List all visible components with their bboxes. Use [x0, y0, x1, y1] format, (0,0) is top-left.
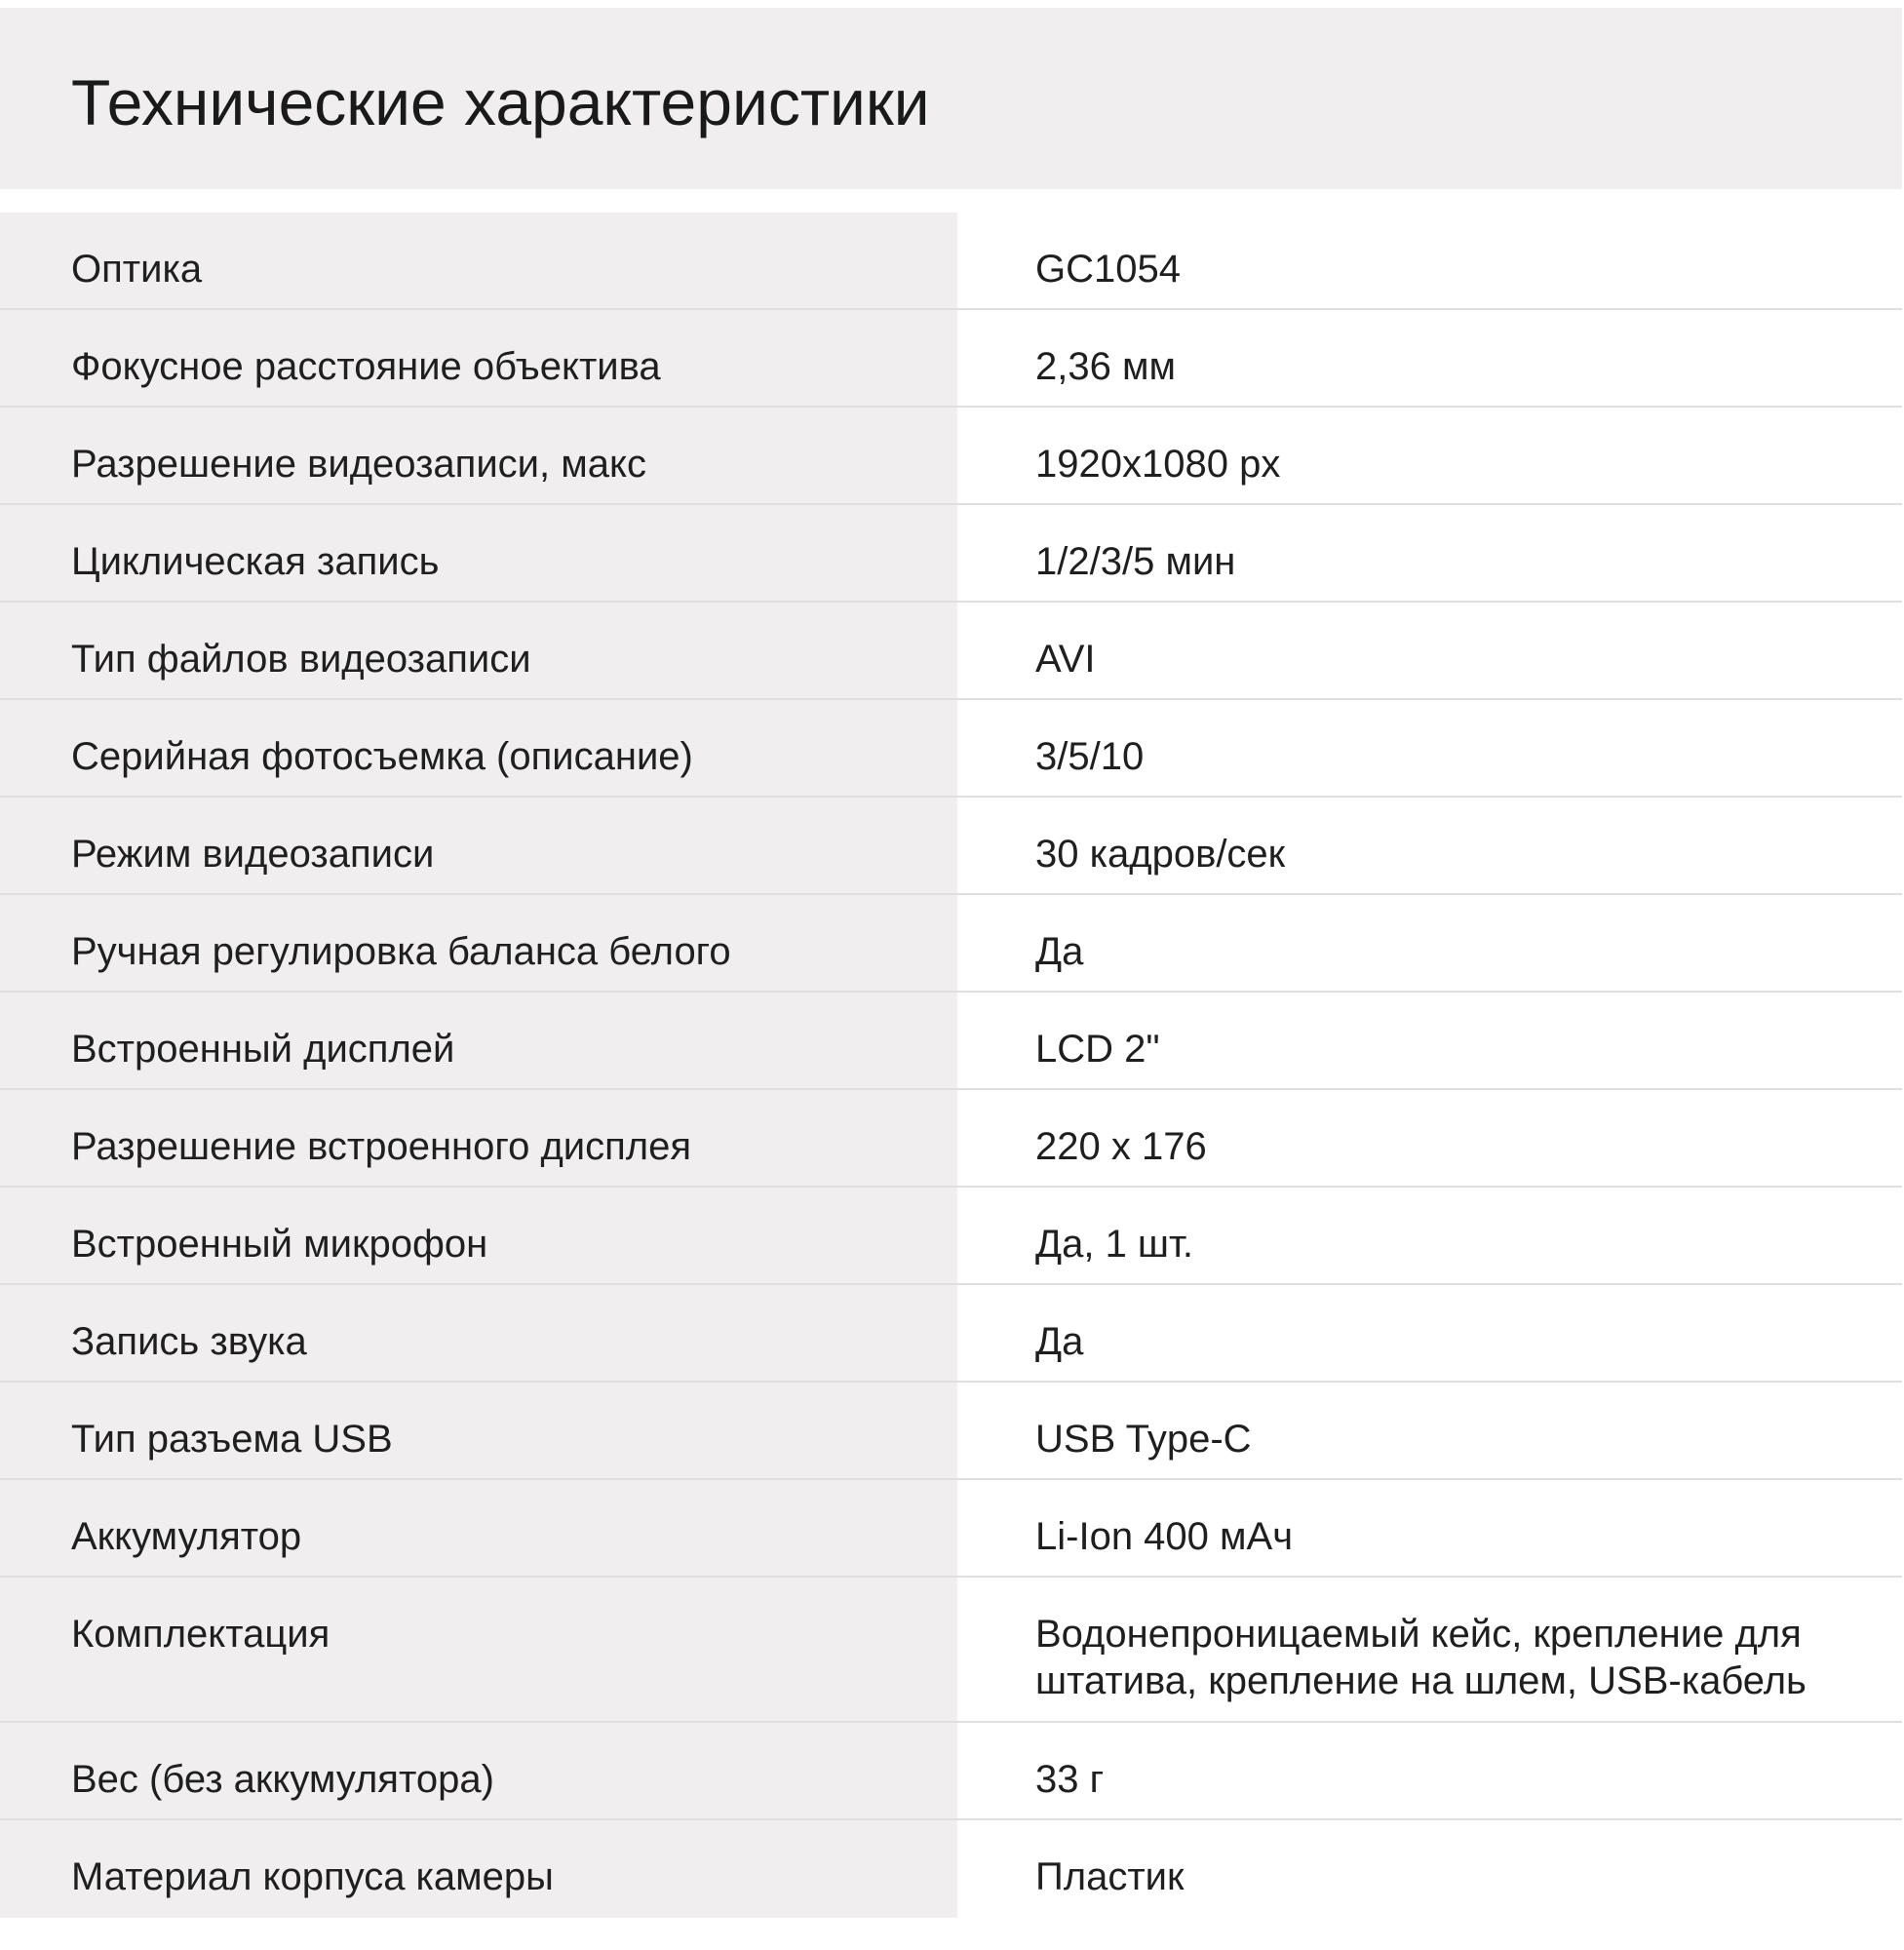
spec-value: USB Type-C — [1035, 1418, 1252, 1461]
page-title: Технические характеристики — [71, 66, 930, 138]
table-row — [0, 407, 1902, 504]
spec-value-cell — [957, 309, 1902, 407]
spec-label-cell — [0, 407, 957, 504]
spec-value: Li-Ion 400 мАч — [1035, 1515, 1294, 1558]
spec-value-cell — [957, 797, 1902, 894]
spec-value: Да — [1035, 930, 1084, 973]
spec-label: Тип файлов видеозаписи — [71, 638, 531, 681]
table-row — [0, 1382, 1902, 1479]
spec-value-cell — [957, 894, 1902, 992]
spec-value: 220 x 176 — [1035, 1125, 1207, 1168]
spec-label-cell — [0, 992, 957, 1089]
spec-value-cell — [957, 1819, 1902, 1918]
spec-value-cell — [957, 504, 1902, 602]
spec-label: Ручная регулировка баланса белого — [71, 930, 731, 973]
spec-value-cell — [957, 1089, 1902, 1187]
spec-label-cell — [0, 1187, 957, 1284]
table-row — [0, 213, 1902, 309]
table-row — [0, 1284, 1902, 1382]
table-row — [0, 699, 1902, 797]
table-row — [0, 1819, 1902, 1918]
spec-label: Циклическая запись — [71, 540, 440, 583]
spec-label: Комплектация — [71, 1613, 330, 1656]
spec-label: Тип разъема USB — [71, 1418, 393, 1461]
spec-value: AVI — [1035, 638, 1096, 681]
table-row — [0, 894, 1902, 992]
spec-header — [0, 8, 1902, 189]
spec-value: 2,36 мм — [1035, 345, 1176, 388]
spec-label-cell — [0, 309, 957, 407]
spec-label: Встроенный дисплей — [71, 1028, 455, 1071]
table-row — [0, 1577, 1902, 1722]
table-row — [0, 1722, 1902, 1819]
spec-value: Пластик — [1035, 1855, 1185, 1898]
spec-label: Материал корпуса камеры — [71, 1855, 554, 1898]
spec-label-cell — [0, 797, 957, 894]
spec-label: Запись звука — [71, 1320, 307, 1363]
spec-value-cell — [957, 1284, 1902, 1382]
spec-value-cell — [957, 407, 1902, 504]
spec-value: LCD 2" — [1035, 1028, 1160, 1071]
spec-label-cell — [0, 699, 957, 797]
table-row — [0, 797, 1902, 894]
table-row — [0, 1089, 1902, 1187]
table-row — [0, 1187, 1902, 1284]
spec-value: 1920x1080 px — [1035, 443, 1281, 486]
spec-value-cell — [957, 1187, 1902, 1284]
spec-value: GC1054 — [1035, 248, 1181, 291]
spec-label: Вес (без аккумулятора) — [71, 1758, 494, 1801]
table-row — [0, 992, 1902, 1089]
table-row — [0, 309, 1902, 407]
spec-value: Водонепроницаемый кейс, крепление для штатива, крепление на шлем, USB-кабель — [1035, 1613, 1807, 1702]
spec-label-cell — [0, 1382, 957, 1479]
spec-value-cell — [957, 699, 1902, 797]
spec-label-cell — [0, 1819, 957, 1918]
spec-label: Разрешение видеозаписи, макс — [71, 443, 646, 486]
spec-label-cell — [0, 1089, 957, 1187]
spec-label-cell — [0, 602, 957, 699]
spec-value: 30 кадров/сек — [1035, 833, 1286, 876]
spec-label-cell — [0, 504, 957, 602]
spec-label: Аккумулятор — [71, 1515, 302, 1558]
spec-value-cell — [957, 1577, 1902, 1722]
spec-label: Оптика — [71, 248, 203, 291]
spec-value-cell — [957, 992, 1902, 1089]
spec-value-cell — [957, 213, 1902, 309]
spec-value: Да, 1 шт. — [1035, 1223, 1194, 1266]
spec-value-cell — [957, 602, 1902, 699]
spec-label-cell — [0, 1722, 957, 1819]
spec-table — [0, 213, 1902, 1918]
spec-value: 3/5/10 — [1035, 735, 1145, 778]
table-row — [0, 504, 1902, 602]
spec-value: Да — [1035, 1320, 1084, 1363]
spec-value-cell — [957, 1479, 1902, 1577]
spec-label: Встроенный микрофон — [71, 1223, 488, 1266]
spec-value: 33 г — [1035, 1758, 1105, 1801]
spec-label-cell — [0, 213, 957, 309]
spec-value: 1/2/3/5 мин — [1035, 540, 1236, 583]
spec-value-cell — [957, 1382, 1902, 1479]
spec-label: Режим видеозаписи — [71, 833, 435, 876]
spec-label-cell — [0, 1479, 957, 1577]
table-row — [0, 1479, 1902, 1577]
table-row — [0, 602, 1902, 699]
spec-label: Фокусное расстояние объектива — [71, 345, 661, 388]
spec-label-cell — [0, 1577, 957, 1722]
spec-label-cell — [0, 1284, 957, 1382]
spec-value-cell — [957, 1722, 1902, 1819]
spec-label-cell — [0, 894, 957, 992]
spec-label: Разрешение встроенного дисплея — [71, 1125, 692, 1168]
spec-label: Серийная фотосъемка (описание) — [71, 735, 693, 778]
